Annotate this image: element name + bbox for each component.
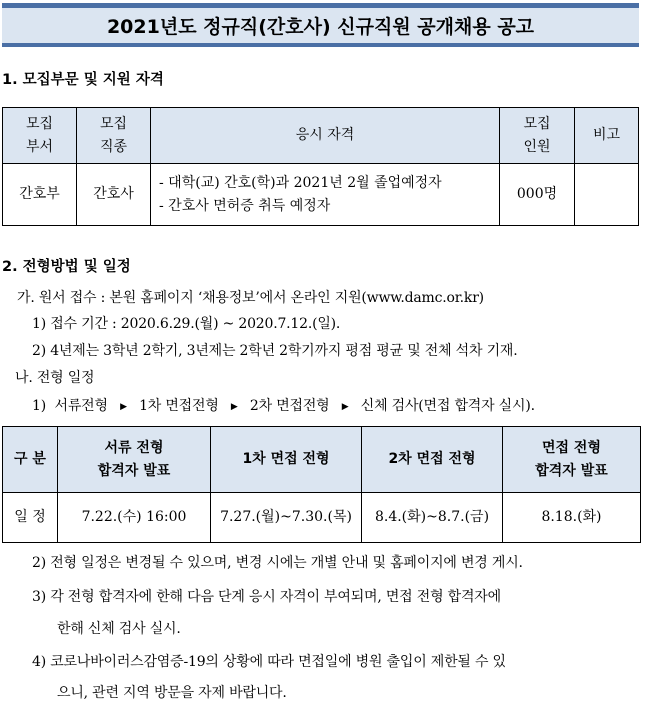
note2-line: 2) 전형 일정은 변경될 수 있으며, 변경 시에는 개별 안내 및 홈페이지에 변경 게시. bbox=[32, 555, 523, 571]
sched-cell-int1: 7.27.(월)~7.30.(목) bbox=[211, 493, 362, 543]
flow-step-1: 서류전형 bbox=[54, 398, 108, 414]
sched-header-int1: 1차 면접 전형 bbox=[211, 427, 362, 493]
note4-line2: 으니, 관련 지역 방문을 자제 바랍니다. bbox=[57, 685, 287, 701]
page-title: 2021년도 정규직(간호사) 신규직원 공개채용 공고 bbox=[106, 16, 535, 38]
sched-header-doc-line2: 합격자 발표 bbox=[97, 462, 171, 479]
header-job bbox=[77, 108, 151, 164]
header-count bbox=[500, 108, 575, 164]
arrow-right-icon: ▶ bbox=[230, 402, 238, 412]
section1-heading: 1. 모집부문 및 지원 자격 bbox=[2, 72, 164, 88]
sched-header-category: 구 분 bbox=[3, 427, 58, 493]
sched-header-result bbox=[503, 427, 641, 493]
sched-cell-category: 일 정 bbox=[3, 493, 58, 543]
flow-step-4: 신체 검사(면접 합격자 실시). bbox=[360, 398, 535, 414]
cell-dept: 간호부 bbox=[3, 164, 77, 226]
cell-count: 000명 bbox=[500, 164, 575, 226]
recruit-table bbox=[2, 107, 639, 226]
sched-header-doc bbox=[58, 427, 211, 493]
arrow-right-icon: ▶ bbox=[120, 402, 127, 412]
recruit-table-header-row bbox=[3, 108, 639, 164]
arrow-right-icon: ▶ bbox=[341, 402, 349, 412]
na-line: 나. 전형 일정 bbox=[15, 370, 95, 386]
sched-cell-result: 8.18.(화) bbox=[503, 493, 641, 543]
ga2-line: 2) 4년제는 3학년 2학기, 3년제는 2학년 2학기까지 평점 평균 및 전체 석차 기재. bbox=[32, 343, 518, 359]
note3-line2: 한해 신체 검사 실시. bbox=[57, 621, 181, 637]
cell-qual bbox=[151, 164, 500, 226]
sched-cell-doc: 7.22.(수) 16:00 bbox=[58, 493, 211, 543]
sched-header-result-line2: 합격자 발표 bbox=[535, 462, 608, 479]
header-dept-line2: 부서 bbox=[25, 138, 54, 155]
header-job-line2: 직종 bbox=[99, 138, 128, 155]
header-job-line1: 모집 bbox=[99, 116, 128, 133]
ga1-line: 1) 접수 기간 : 2020.6.29.(월) ~ 2020.7.12.(일). bbox=[32, 316, 341, 332]
flow-step-3: 2차 면접전형 bbox=[249, 398, 330, 414]
sched-header-doc-line1: 서류 전형 bbox=[104, 440, 164, 457]
sched-header-int2: 2차 면접 전형 bbox=[362, 427, 503, 493]
cell-note bbox=[575, 164, 639, 226]
header-count-line2: 인원 bbox=[523, 138, 551, 155]
header-dept bbox=[3, 108, 77, 164]
sched-header-result-line1: 면접 전형 bbox=[542, 440, 601, 457]
section2-heading: 2. 전형방법 및 일정 bbox=[2, 259, 131, 275]
header-count-line1: 모집 bbox=[523, 116, 551, 133]
qual-line1: - 대학(교) 간호(학)과 2021년 2월 졸업예정자 bbox=[159, 175, 442, 192]
na1-flow bbox=[32, 395, 535, 415]
title-banner bbox=[2, 3, 639, 47]
schedule-row bbox=[3, 493, 641, 543]
recruit-table-row bbox=[3, 164, 639, 226]
header-dept-line1: 모집 bbox=[25, 116, 54, 133]
schedule-header-row bbox=[3, 427, 641, 493]
na1-prefix: 1) bbox=[32, 398, 46, 414]
header-qual: 응시 자격 bbox=[151, 108, 500, 164]
note4-line1: 4) 코로나바이러스감염증-19의 상황에 따라 면접일에 병원 출입이 제한될 수 있 bbox=[32, 654, 506, 670]
flow-step-2: 1차 면접전형 bbox=[139, 398, 219, 414]
header-note: 비고 bbox=[575, 108, 639, 164]
sched-cell-int2: 8.4.(화)~8.7.(금) bbox=[362, 493, 503, 543]
ga-line: 가. 원서 접수 : 본원 홈페이지 ‘채용정보’에서 온라인 지원(www.damc.or.kr) bbox=[17, 290, 484, 306]
cell-job: 간호사 bbox=[77, 164, 151, 226]
schedule-table bbox=[2, 426, 641, 543]
qual-line2: - 간호사 면허증 취득 예정자 bbox=[159, 197, 331, 214]
note3-line1: 3) 각 전형 합격자에 한해 다음 단계 응시 자격이 부여되며, 면접 전형 합격자에 bbox=[32, 589, 501, 605]
